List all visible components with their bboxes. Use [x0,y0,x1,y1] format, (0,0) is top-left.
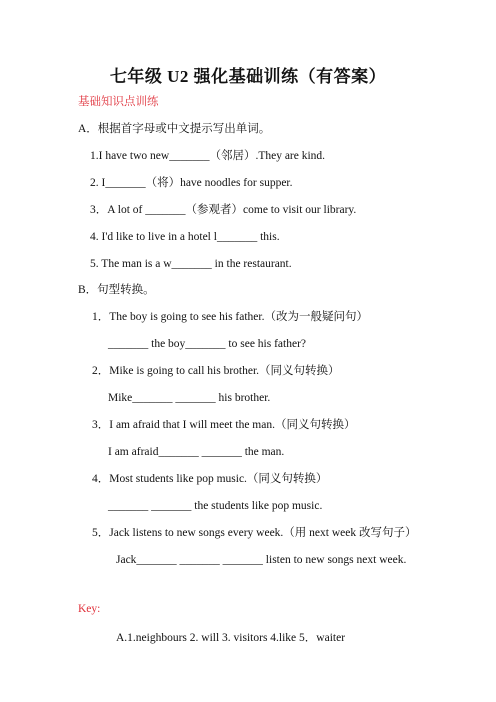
section-a-item-3: 3．A lot of _______（参观者）come to visit our library. [90,204,357,216]
section-a-item-4: 4. I'd like to live in a hotel l_______ this. [90,231,280,243]
section-b-question-5: 5．Jack listens to new songs every week.（用 next week 改写句子） [92,527,417,539]
section-b-answer-line-5: Jack_______ _______ _______ listen to new songs next week. [116,554,407,566]
section-b-question-3: 3．I am afraid that I will meet the man.（同义句转换） [92,419,356,431]
section-b-answer-line-4: _______ _______ the students like pop music. [108,500,323,512]
section-a-item-1: 1.I have two new_______（邻居）.They are kind. [90,150,326,162]
page-title: 七年级 U2 强化基础训练（有答案） [109,67,387,86]
key-label: Key: [78,603,101,615]
section-b-heading: B．句型转换。 [78,284,155,296]
section-b-question-2: 2．Mike is going to call his brother.（同义句转换） [92,365,340,377]
section-b-question-1: 1．The boy is going to see his father.（改为一般疑问句） [92,311,368,323]
section-b-answer-line-1: _______ the boy_______ to see his father? [108,338,307,350]
section-b-question-4: 4．Most students like pop music.（同义句转换） [92,473,328,485]
subtitle: 基础知识点训练 [78,96,159,108]
section-b-answer-line-3: I am afraid_______ _______ the man. [108,446,285,458]
section-a-item-5: 5. The man is a w_______ in the restaurant. [90,258,292,270]
section-b-answer-line-2: Mike_______ _______ his brother. [108,392,271,404]
key-answers: A.1.neighbours 2. will 3. visitors 4.like 5．waiter [116,632,346,644]
section-a-heading: A．根据首字母或中文提示写出单词。 [78,123,271,135]
section-a-item-2: 2. I_______（将）have noodles for supper. [90,177,293,189]
